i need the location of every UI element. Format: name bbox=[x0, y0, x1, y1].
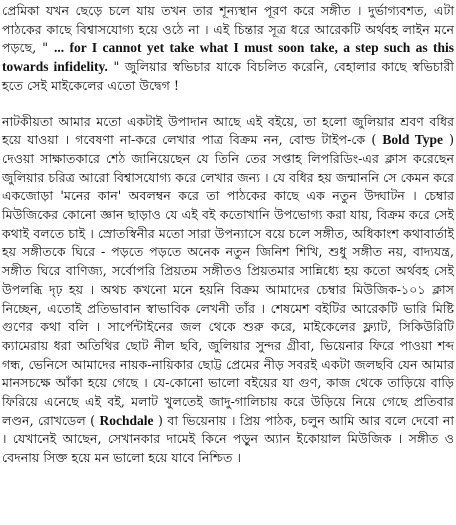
paragraph-1-text-b: " জুলিয়ার স্বভিচার যাকে বিচলিত করেনি, বেহালার কাছে স্বভিচারী হতে সেই মাইকেলের এতো উদ্বেগ ! bbox=[2, 59, 454, 93]
english-quote: ... for I cannot yet take what I must soon take, a step such as this towards infidelity. bbox=[2, 40, 454, 75]
paragraph-2-text-a: নাটকীয়তা আমার মতো একটাই উপাদান আছে এই বইয়ে, তা হলো জুলিয়ার শ্রবণ বধির হয়ে যাওয়া । গবেষণা না-করে লেখার পাত্র বিক্রম নন, বোল্ড টাইপ-কে ( bbox=[2, 113, 454, 148]
paragraph-1-text-a: প্রেমিকা যখন ছেড়ে চলে যায় তখন তার শূন্যস্থান পূরণ করে সঙ্গীত । দুর্ভাগ্যবশত, এটা পাঠকের কাছে বিশ্বাসযোগ্য হয়ে ওঠে না । এই চিন্তার সূত্র ধরে আরেকটি অর্থবহ লাইন মনে পড়ছে, " bbox=[2, 3, 454, 56]
paragraph-2 bbox=[2, 113, 454, 468]
bold-type-term: Bold Type bbox=[382, 132, 443, 148]
paragraph-1 bbox=[2, 2, 454, 96]
article-text bbox=[2, 2, 454, 468]
paragraph-2-text-c: ) বা ভিয়েনায় । প্রিয় পাঠক, চলুন আমি আর বলে দেবো না । যেখানেই আছেন, সেখানকার দামেই কিনে পড়ুন অ্যান ইকোয়াল মিউজিক । সঙ্গীত ও বেদনায় সিক্ত হয়ে মন ভালো হয়ে যাবে নিশ্চিত । bbox=[2, 412, 454, 466]
paragraph-2-text-b: ) দেওয়া সাক্ষাতকারে শেঠ জানিয়েছেন যে তিনি তের সপ্তাহ লিপরিডিং-এর ক্লাস করেছেন জুলিয়ার চরিত্র আরো বিশ্বাসযোগ্য করে লেখার জন্য । যে বধির হয় জন্মাননি সে কেমন করে একজোড়া 'মনের কান' অবলম্বন করে তা পাঠকের কাছে এক নতুন উদ্ঘাটন । চেম্বার মিউজিকের কোনো জ্ঞান ছাড়াও যে এই বই কতোখানি উপভোগ্য করা যায়, বিক্রম করে সেই কথাই বলতে চাই । স্রোতস্বিনীর মতো সারা উপন্যাসে বয়ে চলে সঙ্গীত, অধিকাংশ কথাবার্তাই হয় সঙ্গীতকে ঘিরে - পড়তে পড়তে অনেক নতুন জিনিশ শিখি, শুধু সঙ্গীত নয়, বাদ্যযন্ত্র, সঙ্গীত ঘিরে বাণিজ্য, সর্বোপরি প্রিয়তম সঙ্গীতও প্রিয়তমার সান্নিধ্যে হয় কতো অর্থবহ সেই উপলব্ধি দৃঢ় হয় । অথচ কখনো মনে হয়নি বিক্রম আমাদের চেম্বার মিউজিক-১০১ ক্লাস নিচ্ছেন, এতোই প্রতিভাবান স্বাভাবিক লেখনী তাঁর । শেষমেশ বইটির আরেকটি ভারি মিষ্টি গুণের কথা বলি । সার্পেন্টাইনের জল থেকে শুরু করে, মাইকেলের ফ্ল্যাট, সিকিউরিটি ক্যামেরায় ধরা অতিথির ছোট নীল ছবি, জুলিয়ার সুন্দর গ্রীবা, ভিয়েনার ফিরে পাওয়া শব্দ গন্ধ, ভেনিসে আমাদের নায়ক-নায়িকার ছোট্ট প্রেমের নীড় সবরই একটা জলছবি যেন আমার মানসচক্ষে আঁকা হয়ে গেছে । যে-কোনো ভালো বইয়ের যা গুণ, কাজ থেকে তাড়িয়ে বাড়ি ফিরিয়ে এনেছে এই বই, মলাট খুলতেই জাদু-গালিচায় করে উড়িয়ে নিয়ে গেছে প্রতিবার লণ্ডন, রোখডেল ( bbox=[2, 132, 454, 428]
rochdale-term: Rochdale bbox=[99, 412, 154, 428]
